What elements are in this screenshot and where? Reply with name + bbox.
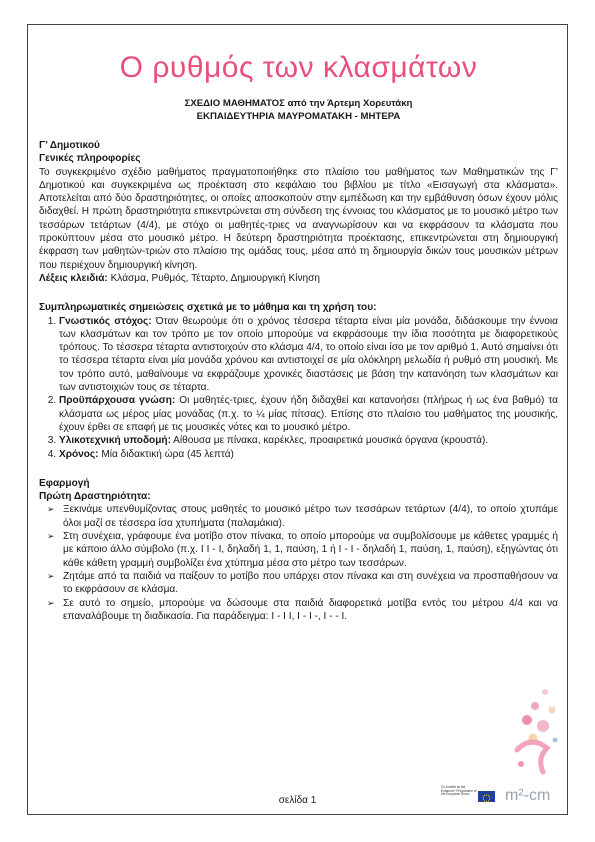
keywords-label: Λέξεις κλειδιά: bbox=[39, 272, 108, 284]
eu-funding-note: Co-funded by the Erasmus+ Programme of the European Union bbox=[441, 785, 477, 797]
subtitle-school: ΕΚΠΑΙΔΕΥΤΗΡΙΑ ΜΑΥΡΟΜΑΤΑΚΗ - ΜΗΤΕΡΑ bbox=[196, 110, 401, 122]
m2cm-logo-text: m²-cm bbox=[505, 787, 551, 804]
arrow-bullet-icon: ➢ bbox=[47, 531, 55, 542]
note-text: Οι μαθητές-τριες, έχουν ήδη διδαχθεί και κατανοήσει (πλήρως ή ως ένα βαθμό) τα κλάσματα ως μέρος μίας μονάδας (π.χ. το ¼ μίας πίτσας). Επίσης στο πλαίσιο του μαθήματος της μουσικής, έχουν έρθει σε επαφή με τις μουσικές νότες και το μουσικό μέτρο. bbox=[59, 395, 559, 433]
activity1-list bbox=[39, 503, 558, 623]
list-item bbox=[59, 315, 558, 395]
note-label: Χρόνος: bbox=[59, 448, 99, 460]
list-item bbox=[59, 448, 558, 461]
list-item bbox=[47, 597, 558, 624]
arrow-bullet-icon: ➢ bbox=[47, 570, 55, 581]
activity-text: Ζητάμε από τα παιδιά να παίξουν το μοτίβο που υπάρχει στον πίνακα και στη συνέχεια να προσπαθήσουν να το εκφράσουν σε κλάσμα. bbox=[63, 570, 558, 596]
eu-flag-icon bbox=[478, 791, 495, 802]
note-label: Υλικοτεχνική υποδομή: bbox=[59, 435, 171, 447]
activity-text: Ξεκινάμε υπενθυμίζοντας στους μαθητές το μουσικό μέτρο των τεσσάρων τετάρτων (4/4), το οποίο χτυπάμε όλοι μαζί σε τέσσερα ίσα χτυπήματα (παλαμάκια). bbox=[63, 504, 558, 529]
activity1-heading: Πρώτη Δραστηριότητα: bbox=[39, 491, 151, 503]
notes-list bbox=[39, 315, 558, 461]
list-item bbox=[47, 503, 558, 530]
m2cm-logo-icon bbox=[497, 680, 567, 795]
list-item bbox=[47, 530, 558, 570]
keywords-text: Κλάσμα, Ρυθμός, Τέταρτο, Δημιουργική Κίνηση bbox=[107, 272, 320, 284]
subtitle-author: ΣΧΕΔΙΟ ΜΑΘΗΜΑΤΟΣ από την Άρτεμη Χορευτάκη bbox=[184, 98, 413, 109]
list-item bbox=[47, 570, 558, 597]
general-heading: Γενικές πληροφορίες bbox=[39, 153, 141, 165]
list-item bbox=[59, 434, 558, 447]
notes-heading: Συμπληρωματικές σημειώσεις σχετικά με το μάθημα και τη χρήση του: bbox=[39, 302, 377, 314]
note-text: Όταν θεωρούμε ότι ο χρόνος τέσσερα τέταρτα είναι μία μονάδα, διδάσκουμε την έννοια των κλασμάτων και τον τρόπο με τον οποίο μπορούμε να εκφράσουμε την ίδια ποσότητα με διαφορετικούς τρόπους. Το τέσσερα τέταρτα αντιστοιχούν στο κλάσμα 4/4, το οποίο είναι ίσο με τον αριθμό 1. Αυτό σημαίνει ότι το τέσσερα τέταρτα είναι μία μονάδα χρόνου και αντιστοιχεί σε μία ολόκληρη μελωδία ή ρυθμό στη μουσική. Με τον τρόπο αυτό, μαθαίνουμε να εκφράζουμε χρονικές διαστάσεις με βάση την κατανόηση των κλασμάτων και των αντιστοιχιών τους σε τέταρτα. bbox=[59, 315, 558, 394]
arrow-bullet-icon: ➢ bbox=[47, 597, 55, 608]
general-text: Το συγκεκριμένο σχέδιο μαθήματος πραγματοποιήθηκε στο πλαίσιο του μαθήματος των Μαθηματικών της Γ’ Δημοτικού και συγκεκριμένα ως προέκταση στο κεφάλαιο του βιβλίου με τίτλο «Εισαγωγή στα κλάσματα». Αποτελείται από δύο δραστηριότητες, οι οποίες αποσκοπούν στην εμπέδωση και την εμβάθυνση όσων έχουν μόλις διδαχθεί. Η πρώτη δραστηριότητα επικεντρώνεται στη σύνδεση της έννοιας του κλάσματος με το μουσικό μέτρο των τεσσάρων τετάρτων (4/4), με στόχο οι μαθητές-τριες να αναγνωρίσουν και να εκφράσουν τα κλάσματα που προκύπτουν μέσα στο μουσικό μέτρο. Η δεύτερη δραστηριότητα προέκτασης, επικεντρώνεται στη δημιουργική έκφραση των μαθητών-τριών στο πλαίσιο της ομάδας τους, μέσα από τη δημιουργία δικών τους μουσικών μέτρων που περιέχουν δημιουργική κίνηση. bbox=[39, 166, 558, 271]
document-body bbox=[39, 48, 558, 623]
note-text: Μία διδακτική ώρα (45 λεπτά) bbox=[98, 448, 234, 460]
note-label: Γνωστικός στόχος: bbox=[59, 315, 152, 327]
activity-text: Σε αυτό το σημείο, μπορούμε να δώσουμε στα παιδιά διαφορετικά μοτίβα εντός του μέτρου 4/4 και να επαναλάβουμε τη διαδικασία. Για παράδειγμα: I - I I, I - I -, I - - I. bbox=[63, 597, 558, 622]
application-heading: Εφαρμογή bbox=[39, 477, 90, 489]
activity-text: Στη συνέχεια, γράφουμε ένα μοτίβο στον πίνακα, το οποίο μπορούμε να συμβολίσουμε με κάθετες γραμμές ή με κάποιο άλλο σύμβολο (π.χ. I I - I, δηλαδή 1, 1, παύση, 1 ή I - I - δηλαδή 1, παύση, 1, παύση), εξηγώντας ότι κάθε κάθετη γραμμή συμβολίζει ένα χτύπημα μέσα στο μέτρο των τεσσάρων. bbox=[63, 531, 558, 569]
page-title: Ο ρυθμός των κλασμάτων bbox=[119, 51, 478, 84]
page-number: σελίδα 1 bbox=[278, 795, 317, 806]
note-text: Αίθουσα με πίνακα, καρέκλες, προαιρετικά μουσικά όργανα (κρουστά). bbox=[170, 435, 489, 447]
grade-heading: Γ’ Δημοτικού bbox=[39, 140, 100, 151]
note-label: Προϋπάρχουσα γνώση: bbox=[59, 395, 176, 407]
arrow-bullet-icon: ➢ bbox=[47, 504, 55, 515]
keywords bbox=[39, 272, 558, 285]
list-item bbox=[59, 394, 558, 434]
